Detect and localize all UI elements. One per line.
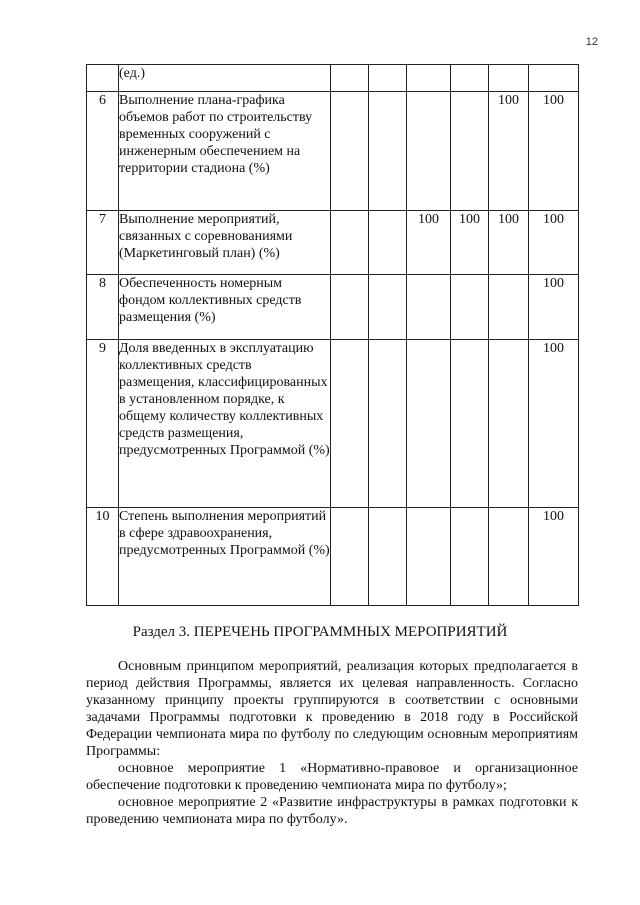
row-number: 7 <box>87 211 119 275</box>
value-cell: 100 <box>407 211 451 275</box>
value-cell <box>529 65 579 92</box>
section-title: Раздел 3. ПЕРЕЧЕНЬ ПРОГРАММНЫХ МЕРОПРИЯТИЙ <box>132 624 508 640</box>
value-cell <box>407 275 451 340</box>
paragraph-main-activity-1: основное мероприятие 1 «Нормативно-правовое и организационное обеспечение подготовки к проведению чемпионата мира по футболу»; <box>86 761 578 793</box>
row-number: 10 <box>87 508 119 606</box>
value-cell <box>489 340 529 508</box>
indicators-table <box>86 64 579 606</box>
value-cell <box>451 65 489 92</box>
value-cell: 100 <box>529 275 579 340</box>
value-cell <box>369 340 407 508</box>
value-cell <box>407 92 451 211</box>
value-cell <box>331 211 369 275</box>
value-cell <box>451 92 489 211</box>
table-row <box>87 65 579 92</box>
table-row <box>87 275 579 340</box>
value-cell <box>451 508 489 606</box>
table-row <box>87 340 579 508</box>
row-number: 9 <box>87 340 119 508</box>
value-cell: 100 <box>529 340 579 508</box>
value-cell: 100 <box>529 211 579 275</box>
value-cell <box>489 508 529 606</box>
value-cell <box>331 92 369 211</box>
table-row <box>87 508 579 606</box>
value-cell <box>451 275 489 340</box>
value-cell: 100 <box>529 508 579 606</box>
indicator-name: Выполнение мероприятий, связанных с соревнованиями (Маркетинговый план) (%) <box>119 211 331 275</box>
indicator-name: Доля введенных в эксплуатацию коллективных средств размещения, классифицированных в установленном порядке, к общему количеству коллективных средств размещения, предусмотренных Программой (%) <box>119 340 331 508</box>
value-cell <box>331 340 369 508</box>
value-cell <box>489 65 529 92</box>
value-cell <box>331 508 369 606</box>
value-cell <box>369 92 407 211</box>
indicator-name: Степень выполнения мероприятий в сфере здравоохранения, предусмотренных Программой (%) <box>119 508 331 606</box>
value-cell <box>489 275 529 340</box>
value-cell <box>369 275 407 340</box>
value-cell <box>407 65 451 92</box>
row-number <box>87 65 119 92</box>
value-cell: 100 <box>489 92 529 211</box>
value-cell <box>369 65 407 92</box>
value-cell <box>407 508 451 606</box>
value-cell <box>407 340 451 508</box>
value-cell <box>451 340 489 508</box>
row-number: 6 <box>87 92 119 211</box>
indicator-name: Выполнение плана-графика объемов работ по строительству временных сооружений с инженерным обеспечением на территории стадиона (%) <box>119 92 331 211</box>
row-number: 8 <box>87 275 119 340</box>
page-number: 12 <box>585 36 598 48</box>
paragraph-principle: Основным принципом мероприятий, реализация которых предполагается в период действия Программы, является их целевая направленность. Согласно указанному принципу проекты группируются в соответствии с основными задачами Программы подготовки к проведению в 2018 году в Российской Федерации чемпионата мира по футболу по следующим основным мероприятиям Программы: <box>86 659 578 759</box>
value-cell <box>369 211 407 275</box>
value-cell: 100 <box>451 211 489 275</box>
body-text <box>86 658 578 828</box>
indicator-name: Обеспеченность номерным фондом коллективных средств размещения (%) <box>119 275 331 340</box>
value-cell <box>331 275 369 340</box>
table-row <box>87 211 579 275</box>
indicator-name: (ед.) <box>119 65 331 92</box>
table-row <box>87 92 579 211</box>
value-cell: 100 <box>529 92 579 211</box>
paragraph-main-activity-2: основное мероприятие 2 «Развитие инфраструктуры в рамках подготовки к проведению чемпионата мира по футболу». <box>86 795 578 827</box>
value-cell <box>369 508 407 606</box>
value-cell <box>331 65 369 92</box>
value-cell: 100 <box>489 211 529 275</box>
